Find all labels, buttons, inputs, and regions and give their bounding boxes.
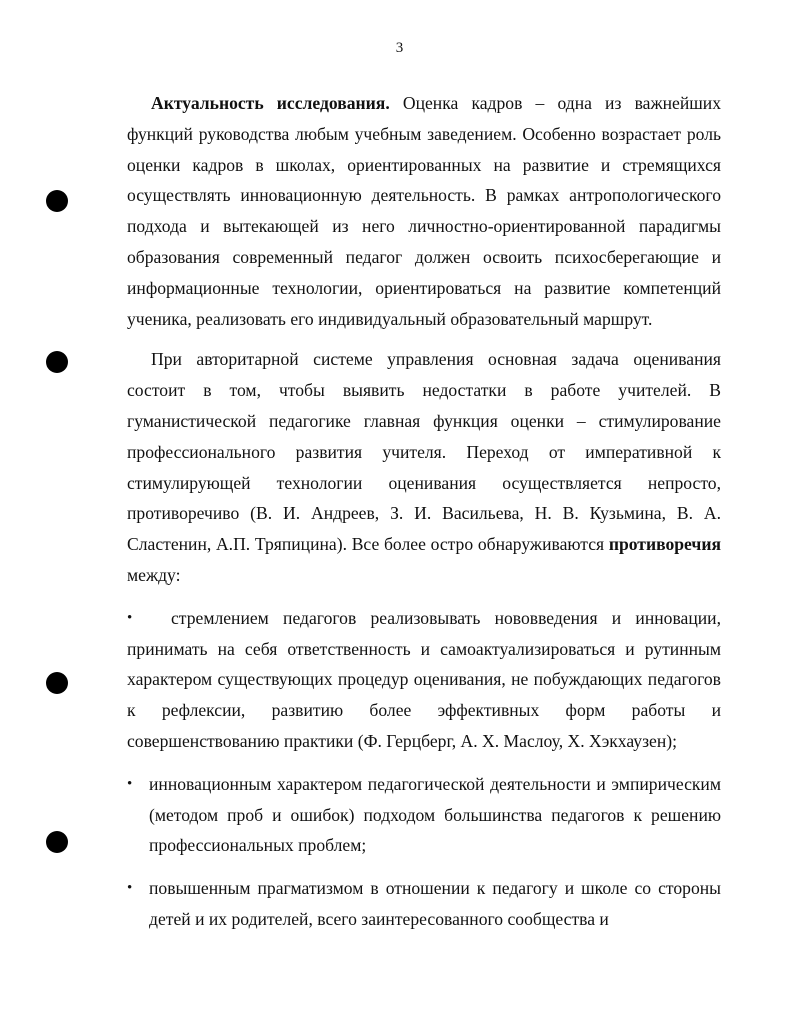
binder-hole-3	[46, 672, 68, 694]
bullet-marker: •	[127, 609, 133, 626]
contradictions-text: При авторитарной системе управления основная задача оценивания состоит в том, чтобы выявить недостатки в работе учителей. В гуманистической педагогике главная функция оценки – стимулирование профессионального развития учителя. Переход от императивной к стимулирующей технологии оценивания осуществляется непросто, противоречиво (В. И. Андреев, З. И. Васильева, Н. В. Кузьмина, В. А. Сластенин, А.П. Тряпицина). Все более остро обнаруживаются	[127, 349, 721, 555]
list-item-text: инновационным характером педагогической деятельности и эмпирическим (методом проб и ошибок) подходом большинства педагогов к решению профессиональных проблем;	[149, 773, 721, 856]
page-number: 3	[395, 40, 404, 56]
contradictions-bold: противоречия	[608, 534, 721, 555]
list-item	[127, 603, 721, 757]
binder-hole-1	[46, 190, 68, 212]
relevance-text: Оценка кадров – одна из важнейших функций руководства любым учебным заведением. Особенно возрастает роль оценки кадров в школах, ориентированных на развитие и стремящихся осуществлять инновационную деятельность. В рамках антропологического подхода и вытекающей из него личностно-ориентированной парадигмы образования современный педагог должен освоить психосберегающие и информационные технологии, ориентироваться на развитие компетенций ученика, реализовать его индивидуальный образовательный маршрут.	[127, 93, 722, 329]
list-item	[127, 873, 721, 935]
relevance-heading: Актуальность исследования.	[151, 93, 390, 113]
list-item-text: стремлением педагогов реализовывать нововведения и инновации, принимать на себя ответственность и самоактуализироваться и рутинным характером существующих процедур оценивания, не побуждающих педагогов к рефлексии, развитию более эффективных форм работы и совершенствованию практики (Ф. Герцберг, А. Х. Маслоу, Х. Хэкхаузен);	[127, 607, 721, 751]
list-item	[127, 769, 721, 861]
binder-hole-4	[46, 831, 68, 853]
paragraph-contradictions	[127, 344, 721, 590]
bullet-marker: •	[127, 880, 133, 897]
bullet-marker: •	[127, 775, 133, 792]
list-item-text: повышенным прагматизмом в отношении к педагогу и школе со стороны детей и их родителей, всего заинтересованного сообщества и	[149, 878, 721, 929]
contradictions-tail: между:	[127, 564, 181, 585]
binder-hole-2	[46, 351, 68, 373]
document-body	[127, 88, 721, 935]
contradictions-list	[127, 603, 721, 935]
paragraph-relevance	[127, 88, 721, 334]
